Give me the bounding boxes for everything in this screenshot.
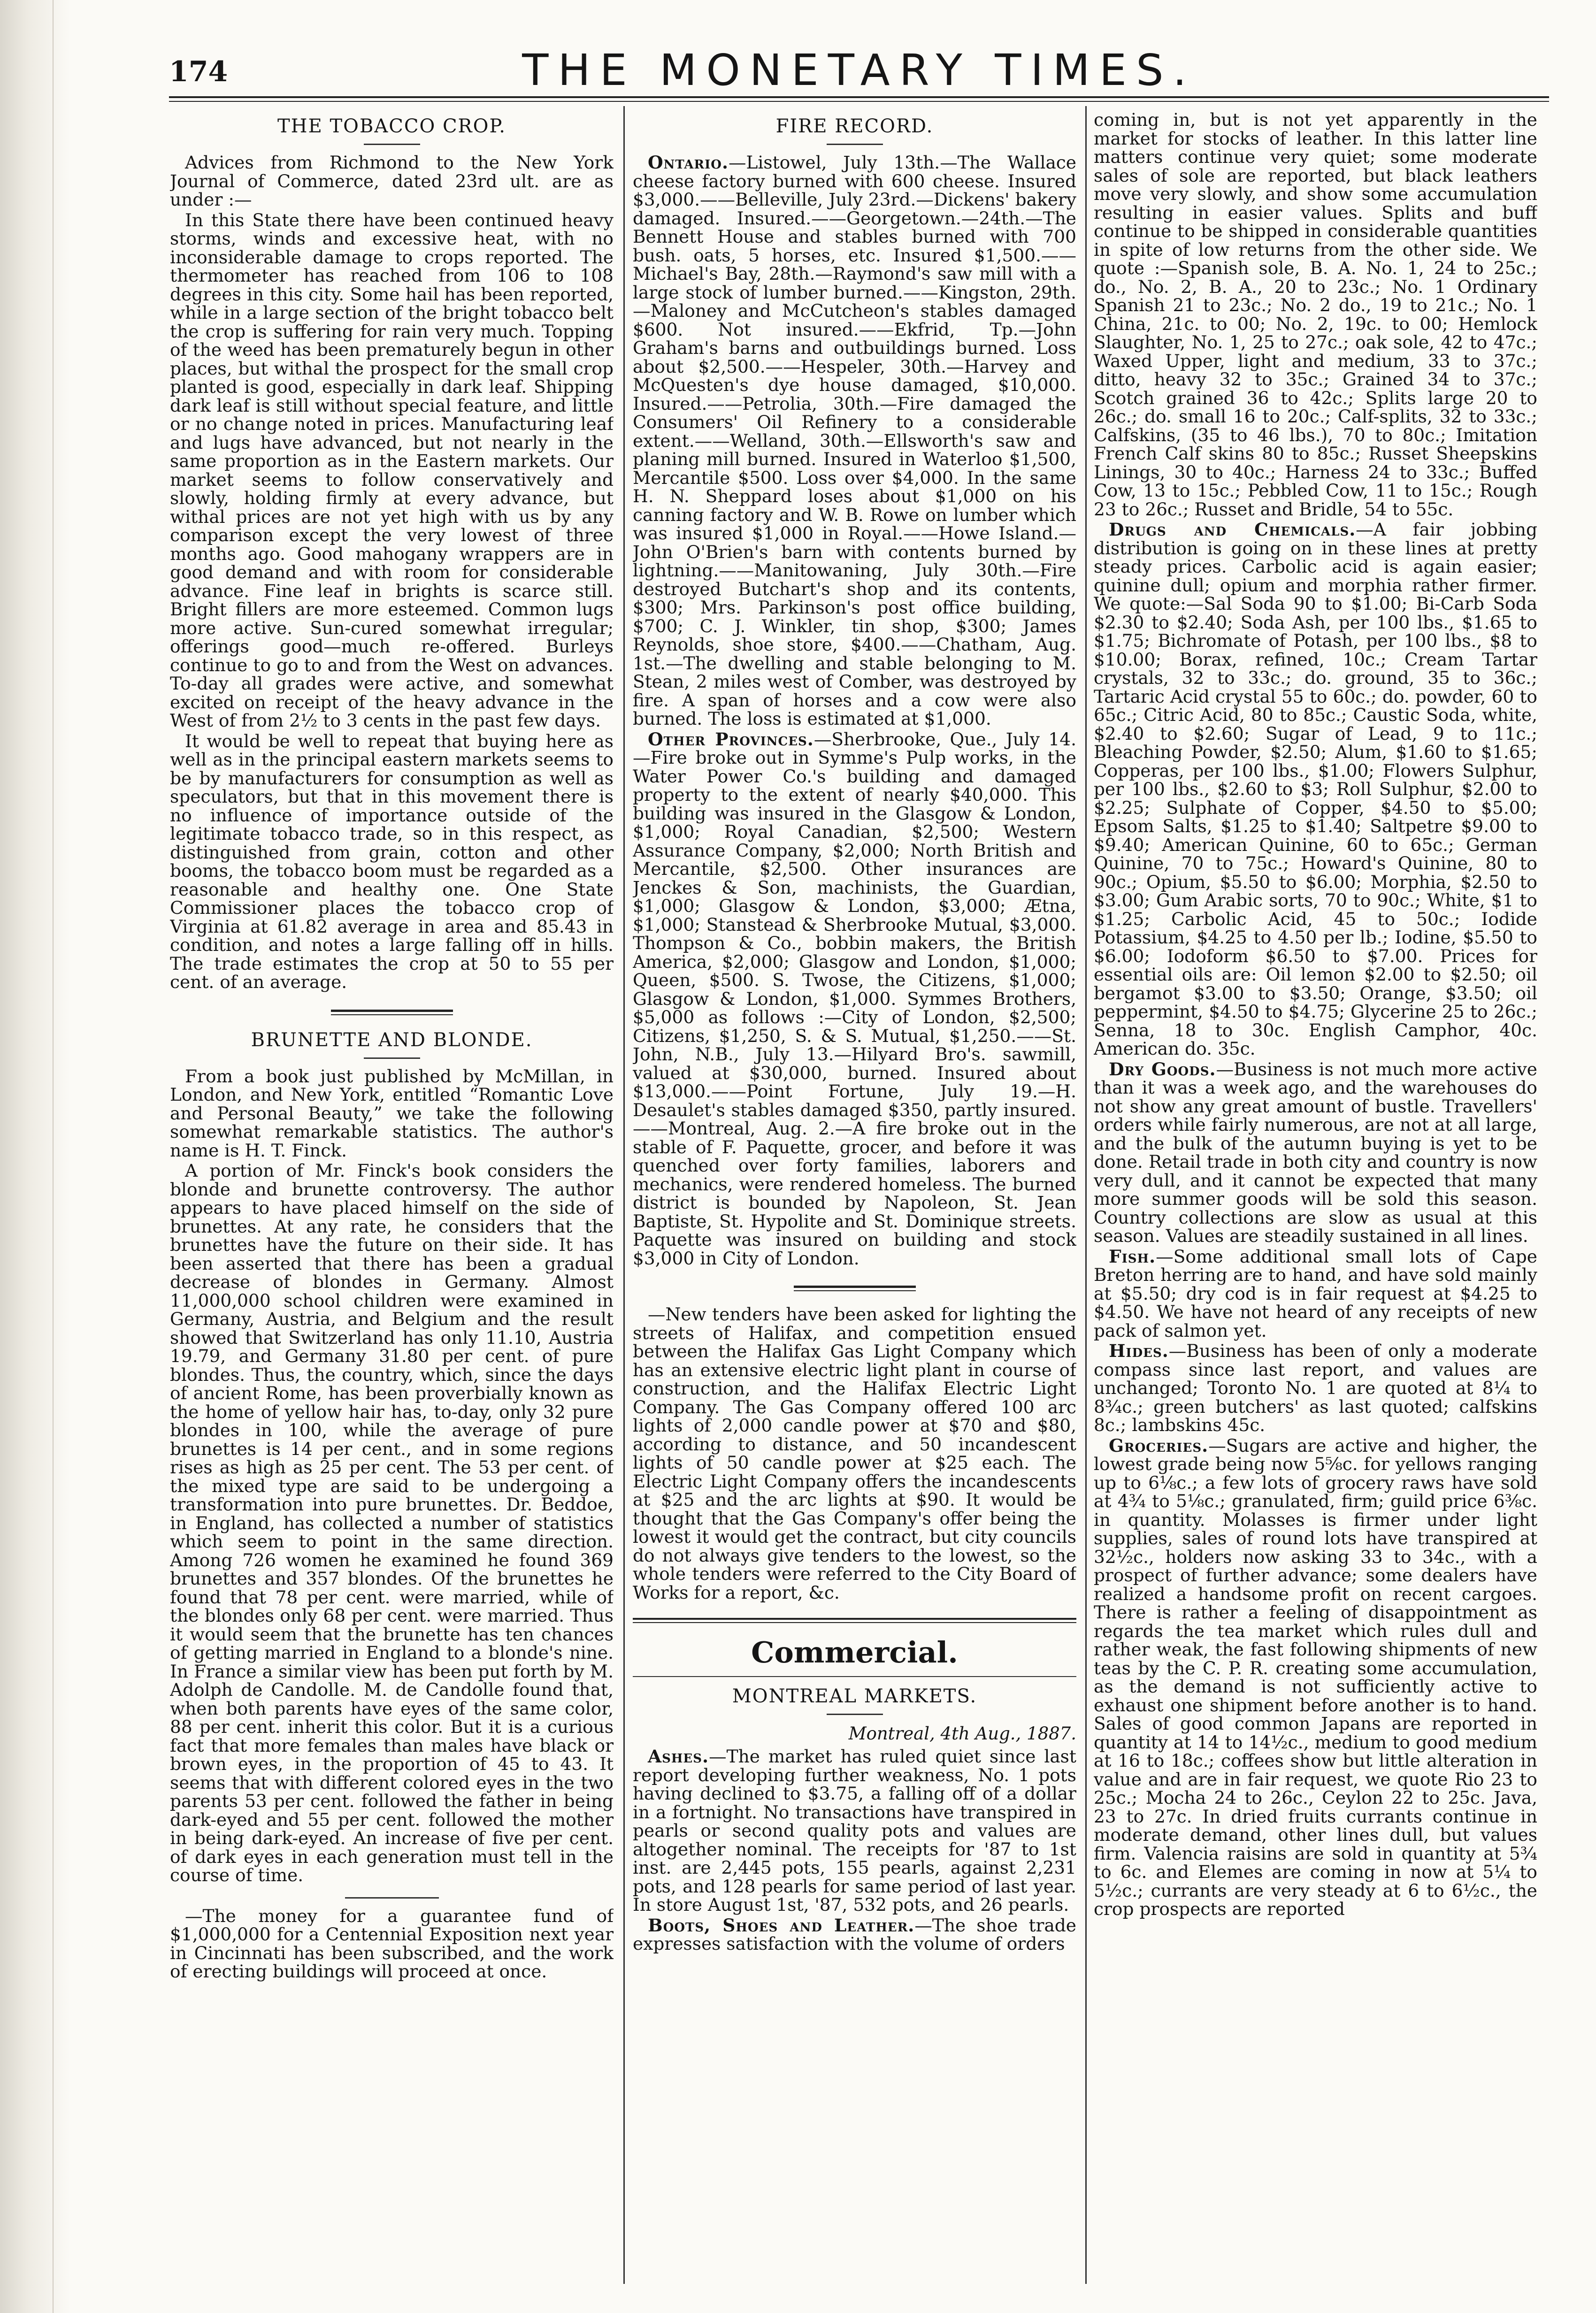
section-separator xyxy=(794,1286,916,1291)
commercial-heading: Commercial. xyxy=(751,1635,958,1670)
column-2 xyxy=(633,111,1076,2279)
hides-label: Hides. xyxy=(1109,1340,1169,1361)
section-separator xyxy=(331,1010,453,1015)
column-3 xyxy=(1094,111,1537,2279)
dry-goods-paragraph xyxy=(1094,1060,1537,1246)
hides-text: —Business has been of only a moderate compass since last report, and values are unchanged; Toronto No. 1 are quoted at 8¼ to 8¾c.; green butchers' as last quoted; calfskins 8c.; lambskins 45c. xyxy=(1094,1340,1537,1435)
groceries-paragraph xyxy=(1094,1437,1537,1919)
brunette-paragraph: A portion of Mr. Finck's book considers the blonde and brunette controversy. The author appears to have placed himself on the side of brunettes. At any rate, he considers that the brunettes have the future on their side. It has been asserted that there has been a gradual decrease of blondes in Germany. Almost 11,000,000 school children were examined in Germany, Austria, and Belgium and the result showed that Switzerland has only 11.10, Austria 19.79, and Germany 31.80 per cent. of pure blondes. Thus, the country, which, since the days of ancient Rome, has been proverbially known as the home of yellow hair has, to-day, only 32 pure blondes in 100, while the average of pure brunettes is 14 per cent., and in some regions rises as high as 25 per cent. The 53 per cent. of the mixed type are said to be undergoing a transformation into pure brunettes. Dr. Beddoe, in England, has collected a number of statistics which seem to point in the same direction. Among 726 women he examined he found 369 brunettes and 357 blondes. Of the brunettes he found that 78 per cent. were married, while of the blondes only 68 per cent. were married. Thus it would seem that the brunette has ten chances of getting married in England to a blonde's nine. In France a similar view has been put forth by M. Adolph de Candolle. M. de Candolle found that, when both parents have eyes of the same color, 88 per cent. inherit this color. But it is a curious fact that more females than males have black or brown eyes, in the proportion of 45 to 43. It seems that with different colored eyes in the two parents 53 per cent. followed the father in being dark-eyed and 55 per cent. followed the mother in being dark-eyed. An increase of five per cent. of dark eyes in each generation must tell in the course of time. xyxy=(170,1160,614,1885)
montreal-markets-title: MONTREAL MARKETS. xyxy=(732,1685,977,1707)
groceries-text: —Sugars are active and higher, the lowest grade being now 5⅝c. for yellows ranging up to 6⅛c.; a few lots of grocery raws have sold at 4¾ to 5⅛c.; granulated, firm; guild price 6⅜c. in quantity. Molasses is firmer under light supplies, sales of round lots have transpired at 32½c., holders now asking 33 to 34c., with a prospect of further advance; some dealers have realized a handsome profit on recent cargoes. There is rather a feeling of disappointment as regards the tea market which rules dull and rather weak, the fast following shipments of new teas by the C. P. R. creating some accumulation, as the demand is not sufficiently active to exhaust one shipment before another is to hand. Sales of good common Japans are reported in quantity at 14 to 14½c., medium to good medium at 16 to 18c.; coffees show but little alteration in value and are in fair request, we quote Rio 23 to 25c.; Mocha 24 to 26c., Ceylon 22 to 25c. Java, 23 to 27c. In dried fruits currants continue in moderate demand, other lines dull, but values firm. Valencia raisins are sold in quantity at 5¾ to 6c. and Elemes are coming in now at 5¼ to 5½c.; currants are very steady at 6 to 6½c., the crop prospects are reported xyxy=(1094,1435,1537,1919)
tobacco-paragraph: It would be well to repeat that buying here as well as in the principal eastern markets seems to be by manufacturers for consumption as well as speculators, but that in this movement there is no influence of importance outside of the legitimate tobacco trade, so in this respect, as distinguished from grain, cotton and other booms, the tobacco boom must be regarded as a reasonable and healthy one. One State Commissioner places the tobacco crop of Virginia at 61.82 average in area and 85.43 in condition, and notes a large falling off in hills. The trade estimates the crop at 50 to 55 per cent. of an average. xyxy=(170,730,614,992)
boots-text-start: —The shoe trade expresses satisfaction with the volume of orders xyxy=(633,1915,1076,1954)
ontario-label: Ontario. xyxy=(648,152,729,173)
dry-goods-label: Dry Goods. xyxy=(1109,1058,1216,1080)
ashes-text: —The market has ruled quiet since last report developing further weakness, No. 1 pots having declined to $3.75, a falling off of a dollar in a fortnight. No transactions have transpired in pearls or second quality pots and values are altogether nominal. The receipts for '87 to 1st inst. are 2,445 pots, 155 pearls, against 2,231 pots, and 128 pearls for same period of last year. In store August 1st, '87, 532 pots, and 26 pearls. xyxy=(633,1746,1076,1915)
commercial-subrule xyxy=(633,1676,1076,1677)
column-divider-2 xyxy=(1085,106,1087,2284)
page-binding-edge xyxy=(0,0,70,2313)
dry-goods-text: —Business is not much more active than it was a week ago, and the warehouses do not show any great amount of bustle. Travellers' orders while fairly numerous, are not at all large, and the bulk of the autumn buying is yet to be done. Retail trade in both city and country is now very dull, and it cannot be expected that many more summer goods will be sold this season. Country collections are slow as usual at this season. Values are steadily sustained in all lines. xyxy=(1094,1058,1537,1246)
other-provinces-text: —Sherbrooke, Que., July 14.—Fire broke out in Symme's Pulp works, in the Water Power Co.'s building and damaged property to the extent of nearly $40,000. This building was insured in the Glasgow & London, $1,000; Royal Canadian, $2,500; Western Assurance Company, $2,000; North British and Mercantile, $2,500. Other insurances are Jenckes & Son, machinists, the Guardian, $1,000; Glasgow & London, $3,000; Ætna, $1,000; Stanstead & Sherbrooke Mutual, $3,000. Thompson & Co., bobbin makers, the British America, $2,000; Glasgow and London, $1,000; Queen, $500. S. Twose, the Citizens, $1,000; Glasgow & London, $1,000. Symmes Brothers, $5,000 as follows :—City of London, $2,500; Citizens, $1,250, S. & S. Mutual, $1,250.——St. John, N.B., July 13.—Hilyard Bro's. sawmill, valued at $30,000, burned. Insured about $13,000.——Point Fortune, July 19.—H. Desaulet's stables damaged $350, partly insured.——Montreal, Aug. 2.—A fire broke out in the stable of F. Paquette, grocer, and before it was quenched over forty families, laborers and mechanics, were rendered homeless. The burned district is bounded by Napoleon, St. Jean Baptiste, St. Hypolite and St. Dominique streets. Paquette was insured on building and stock $3,000 in City of London. xyxy=(633,728,1076,1269)
tobacco-paragraph: Advices from Richmond to the New York Journal of Commerce, dated 23rd ult. are as under :— xyxy=(170,152,614,210)
guarantee-paragraph: —The money for a guarantee fund of $1,000,000 for a Centennial Exposition next year in Cincinnati has been subscribed, and the work of erecting buildings will proceed at once. xyxy=(170,1905,614,1982)
column-divider-1 xyxy=(623,106,625,2284)
title-rule xyxy=(827,144,883,145)
groceries-label: Groceries. xyxy=(1109,1435,1209,1456)
brunette-blonde-title: BRUNETTE AND BLONDE. xyxy=(251,1029,533,1051)
halifax-paragraph: —New tenders have been asked for lighting the streets of Halifax, and competition ensued between the Halifax Gas Light Company which has an extensive electric light plant in course of construction, and the Halifax Electric Light Company. The Gas Company offered 100 arc lights of 2,000 candle power at $70 and $80, according to distance, and 50 incandescent lights of 50 candle power at $25 each. The Electric Light Company offers the incandescents at $25 and the arc lights at $90. It would be thought that the Gas Company's offer being the lowest it would get the contract, but city councils do not always give tenders to the lowest, so the whole tenders were referred to the City Board of Works for a report, &c. xyxy=(633,1304,1076,1603)
fish-paragraph xyxy=(1094,1248,1537,1340)
fish-text: —Some additional small lots of Cape Breton herring are to hand, and have sold mainly at $5.50; dry cod is in fair request at $4.25 to $4.50. We have not heard of any receipts of new pack of salmon yet. xyxy=(1094,1246,1537,1341)
binding-fold-line xyxy=(53,0,54,2313)
page-number: 174 xyxy=(169,55,228,88)
ashes-paragraph xyxy=(633,1747,1076,1915)
header-rule xyxy=(169,96,1549,102)
tobacco-crop-title: THE TOBACCO CROP. xyxy=(277,115,506,137)
ashes-label: Ashes. xyxy=(648,1746,709,1767)
commercial-rule xyxy=(633,1618,1076,1623)
hides-paragraph xyxy=(1094,1342,1537,1435)
fire-record-title: FIRE RECORD. xyxy=(775,115,934,137)
boots-continued-paragraph: coming in, but is not yet apparently in the market for stocks of leather. In this latter line matters continue very quiet; some moderate sales of sole are reported, but black leathers move very slowly, and show some accumulation resulting in easier values. Splits and buff continue to be shipped in considerable quantities in spite of low returns from the other side. We quote :—Spanish sole, B. A. No. 1, 24 to 25c.; do., No. 2, B. A., 20 to 23c.; No. 1 Ordinary Spanish 21 to 23c.; No. 2 do., 19 to 21c.; No. 1 China, 21c. to 00; No. 2, 19c. to 00; Hemlock Slaughter, No. 1, 25 to 27c.; oak sole, 42 to 47c.; Waxed Upper, light and medium, 33 to 37c.; ditto, heavy 32 to 35c.; Grained 34 to 37c.; Scotch grained 36 to 42c.; Splits large 20 to 26c.; do. small 16 to 20c.; Calf-splits, 32 to 33c.; Calfskins, (35 to 46 lbs.), 70 to 80c.; Imitation French Calf skins 80 to 85c.; Russet Sheepskins Linings, 30 to 40c.; Harness 24 to 33c.; Buffed Cow, 13 to 15c.; Pebbled Cow, 11 to 15c.; Rough 23 to 26c.; Russet and Bridle, 54 to 55c. xyxy=(1094,111,1537,520)
fish-label: Fish. xyxy=(1109,1246,1156,1267)
fire-ontario-paragraph xyxy=(633,153,1076,728)
fire-other-paragraph xyxy=(633,730,1076,1268)
column-1 xyxy=(170,111,614,2279)
title-rule xyxy=(364,144,420,145)
drugs-paragraph xyxy=(1094,521,1537,1058)
dateline: Montreal, 4th Aug., 1887. xyxy=(848,1723,1076,1744)
masthead-title: THE MONETARY TIMES. xyxy=(522,45,1196,95)
brunette-paragraph: From a book just published by McMillan, in London, and New York, entitled “Romantic Love and Personal Beauty,” we take the following somewhat remarkable statistics. The author's name is H. T. Finck. xyxy=(170,1065,614,1161)
page-header xyxy=(169,37,1549,102)
title-rule xyxy=(827,1714,883,1715)
drugs-label: Drugs and Chemicals. xyxy=(1109,519,1356,540)
drugs-text: —A fair jobbing distribution is going on in these lines at pretty steady prices. Carbolic acid is again easier; quinine dull; opium and morphia rather firmer. We quote:—Sal Soda 90 to $1.00; Bi-Carb Soda $2.30 to $2.40; Soda Ash, per 100 lbs., $1.65 to $1.75; Bichromate of Potash, per 100 lbs., $8 to $10.00; Borax, refined, 10c.; Cream Tartar crystals, 32 to 33c.; do. ground, 35 to 36c.; Tartaric Acid crystal 55 to 60c.; do. powder, 60 to 65c.; Citric Acid, 80 to 85c.; Caustic Soda, white, $2.40 to $2.60; Sugar of Lead, 9 to 11c.; Bleaching Powder, $2.50; Alum, $1.60 to $1.65; Copperas, per 100 lbs., $1.00; Flowers Sulphur, per 100 lbs., $2.60 to $3; Roll Sulphur, $2.00 to $2.25; Sulphate of Copper, $4.50 to $5.00; Epsom Salts, $1.25 to $1.40; Saltpetre $9.00 to $9.40; American Quinine, 60 to 65c.; German Quinine, 70 to 75c.; Howard's Quinine, 80 to 90c.; Opium, $5.50 to $6.00; Morphia, $2.50 to $3.00; Gum Arabic sorts, 70 to 90c.; White, $1 to $1.25; Carbolic Acid, 45 to 50c.; Iodide Potassium, $4.25 to 4.50 per lb.; Iodine, $5.50 to $6.00; Iodoform $6.50 to $7.00. Prices for essential oils are: Oil lemon $2.00 to $2.50; oil bergamot $3.00 to $3.50; Orange, $3.50; oil peppermint, $4.50 to $4.75; Glycerine 25 to 26c.; Senna, 18 to 30c. English Camphor, 40c. American do. 35c. xyxy=(1094,519,1537,1059)
other-provinces-label: Other Provinces. xyxy=(648,728,814,750)
tobacco-paragraph: In this State there have been continued heavy storms, winds and excessive heat, with no inconsiderable damage to crops reported. The thermometer has reached from 106 to 108 degrees in this city. Some hail has been reported, while in a large section of the bright tobacco belt the crop is suffering for rain very much. Topping of the weed has been prematurely begun in other places, but withal the prospect for the small crop planted is good, especially in dark leaf. Shipping dark leaf is still without special feature, and little or no change noted in prices. Manufacturing leaf and lugs have advanced, but not nearly in the same proportion as in the Eastern markets. Our market seems to follow conservatively and slowly, holding firmly at every advance, but withal prices are not yet high with us by any comparison except the very lowest of three months ago. Good mahogany wrappers are in good demand and with room for considerable advance. Fine leaf in brights is scarce still. Bright fillers are more esteemed. Common lugs more active. Sun-cured somewhat irregular; offerings good—much re-offered. Burleys continue to go to and from the West on advances. To-day all grades were active, and somewhat excited on receipt of the heavy advance in the West of from 2½ to 3 cents in the past few days. xyxy=(170,209,614,731)
boots-paragraph xyxy=(633,1916,1076,1953)
item-separator xyxy=(345,1897,439,1899)
ontario-text: —Listowel, July 13th.—The Wallace cheese factory burned with 600 cheese. Insured $3,000.——Belleville, July 23rd.—Dickens' bakery damaged. Insured.——Georgetown.—24th.—The Bennett House and stables burned with 700 bush. oats, 5 horses, etc. Insured $1,500.——Michael's Bay, 28th.—Raymond's saw mill with a large stock of lumber burned.——Kingston, 29th.—Maloney and McCutcheon's stables damaged $600. Not insured.——Ekfrid, Tp.—John Graham's barns and outbuildings burned. Loss about $2,500.——Hespeler, 30th.—Harvey and McQuesten's dye house damaged, $10,000. Insured.——Petrolia, 30th.—Fire damaged the Consumers' Oil Refinery to a considerable extent.——Welland, 30th.—Ellsworth's saw and planing mill burned. Insured in Waterloo $1,500, Mercantile $500. Loss over $4,000. In the same H. N. Sheppard loses about $1,000 on his canning factory and W. B. Rowe on lumber which was insured $1,000 in Royal.——Howe Island.—John O'Brien's barn with contents burned by lightning.——Manitowaning, July 30th.—Fire destroyed Butchart's shop and its contents, $300; Mrs. Parkinson's post office building, $700; C. J. Winkler, tin shop, $300; James Reynolds, shoe store, $400.——Chatham, Aug. 1st.—The dwelling and stable belonging to M. Stean, 2 miles west of Comber, was destroyed by fire. A span of horses and a cow were also burned. The loss is estimated at $1,000. xyxy=(633,152,1076,729)
title-rule xyxy=(364,1057,420,1059)
boots-label: Boots, Shoes and Leather. xyxy=(648,1915,915,1936)
